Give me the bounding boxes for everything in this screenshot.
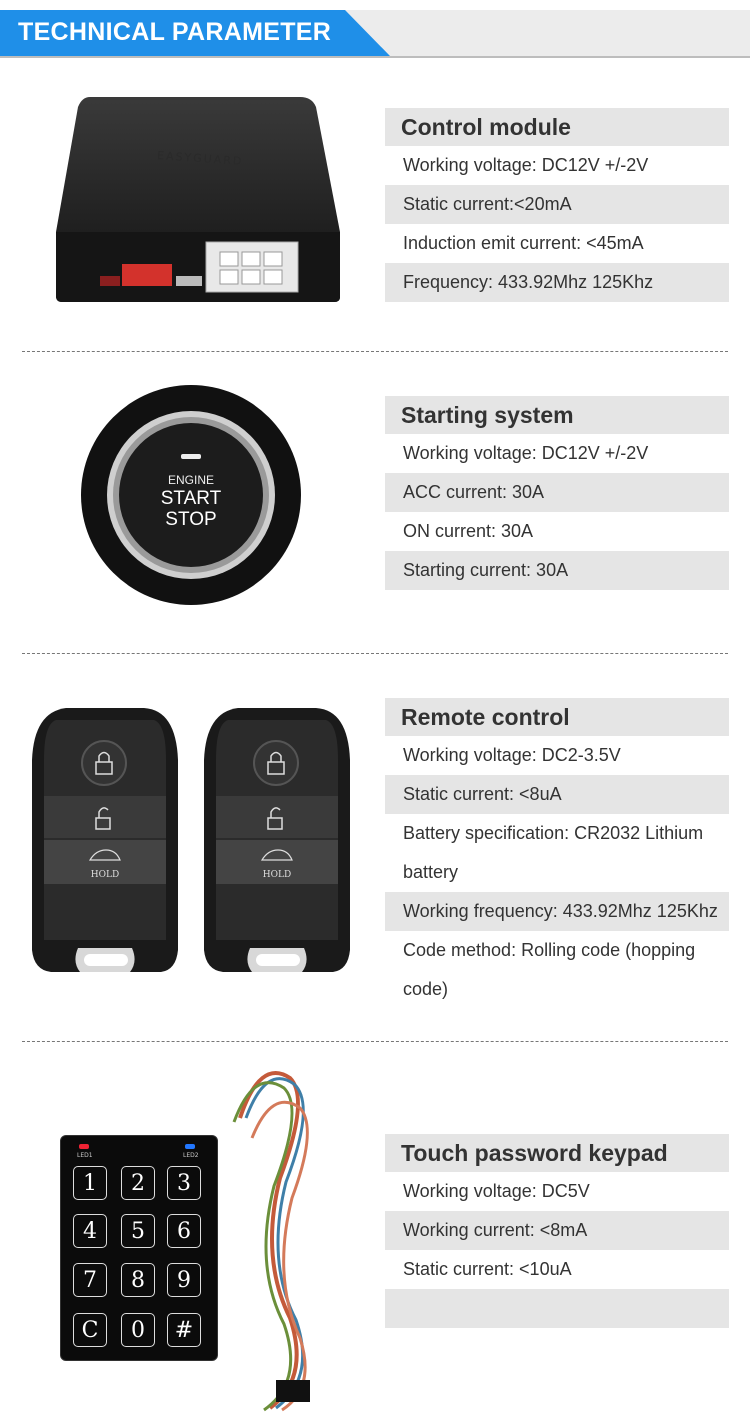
module-brand: EASYGUARD bbox=[156, 149, 244, 169]
spec-row: Frequency: 433.92Mhz 125Khz bbox=[385, 263, 729, 302]
spec-title: Control module bbox=[385, 108, 729, 146]
keypad-key: 5 bbox=[121, 1214, 155, 1248]
remote-control-specs bbox=[385, 698, 729, 1009]
spec-row: Static current: <8uA bbox=[385, 775, 729, 814]
control-module-specs bbox=[385, 108, 729, 302]
spec-row: ON current: 30A bbox=[403, 521, 534, 541]
keypad-key: # bbox=[167, 1313, 201, 1347]
spec-row: Working voltage: DC5V bbox=[403, 1181, 590, 1201]
keypad-key: 4 bbox=[73, 1214, 107, 1248]
section-divider bbox=[22, 653, 728, 654]
led2-label: LED2 bbox=[183, 1152, 199, 1159]
control-module-image bbox=[50, 92, 350, 307]
button-engine-text: ENGINE bbox=[167, 473, 215, 487]
section-divider bbox=[22, 1041, 728, 1042]
remote-fob-right bbox=[204, 708, 350, 972]
fob-hold-label: HOLD bbox=[90, 870, 120, 880]
led1-label: LED1 bbox=[77, 1152, 93, 1159]
spec-row: Working voltage: DC2-3.5V bbox=[403, 745, 621, 765]
spec-row: Working voltage: DC12V +/-2V bbox=[403, 155, 649, 175]
button-stop-text: STOP bbox=[165, 509, 217, 530]
start-stop-button-image bbox=[78, 382, 304, 608]
spec-row: Starting current: 30A bbox=[385, 551, 729, 590]
touch-keypad-specs bbox=[385, 1134, 729, 1328]
keypad-key: 6 bbox=[167, 1214, 201, 1248]
keypad-wires-image bbox=[200, 1058, 330, 1418]
spec-row: Working frequency: 433.92Mhz 125Khz bbox=[385, 892, 729, 931]
keypad-key: 0 bbox=[121, 1313, 155, 1347]
keypad-key: 3 bbox=[167, 1166, 201, 1200]
keypad-key: 1 bbox=[73, 1166, 107, 1200]
keypad-key: 9 bbox=[167, 1263, 201, 1297]
section-header bbox=[0, 0, 750, 60]
spec-row: Working current: <8mA bbox=[385, 1211, 729, 1250]
spec-row bbox=[385, 1289, 729, 1328]
remote-fob-left bbox=[32, 708, 178, 972]
keypad-key: C bbox=[73, 1313, 107, 1347]
section-divider bbox=[22, 351, 728, 352]
spec-title: Starting system bbox=[385, 396, 729, 434]
led1-indicator bbox=[79, 1144, 89, 1149]
touch-keypad-image bbox=[60, 1135, 218, 1361]
button-start-text: START bbox=[160, 488, 222, 509]
remote-fobs-image bbox=[26, 700, 356, 985]
fob-hold-label: HOLD bbox=[262, 870, 292, 880]
keypad-key: 2 bbox=[121, 1166, 155, 1200]
spec-row: Static current: <10uA bbox=[403, 1259, 572, 1279]
page-title: TECHNICAL PARAMETER bbox=[18, 18, 332, 46]
led2-indicator bbox=[185, 1144, 195, 1149]
spec-row: Static current:<20mA bbox=[385, 185, 729, 224]
spec-row: Code method: Rolling code (hopping code) bbox=[403, 940, 696, 999]
spec-row: Battery specification: CR2032 Lithium battery bbox=[403, 823, 704, 882]
spec-title: Remote control bbox=[385, 698, 729, 736]
starting-system-specs bbox=[385, 396, 729, 590]
spec-row: ACC current: 30A bbox=[385, 473, 729, 512]
spec-title: Touch password keypad bbox=[385, 1134, 729, 1172]
spec-row: Induction emit current: <45mA bbox=[403, 233, 644, 253]
keypad-key: 8 bbox=[121, 1263, 155, 1297]
keypad-key: 7 bbox=[73, 1263, 107, 1297]
spec-row: Working voltage: DC12V +/-2V bbox=[403, 443, 649, 463]
